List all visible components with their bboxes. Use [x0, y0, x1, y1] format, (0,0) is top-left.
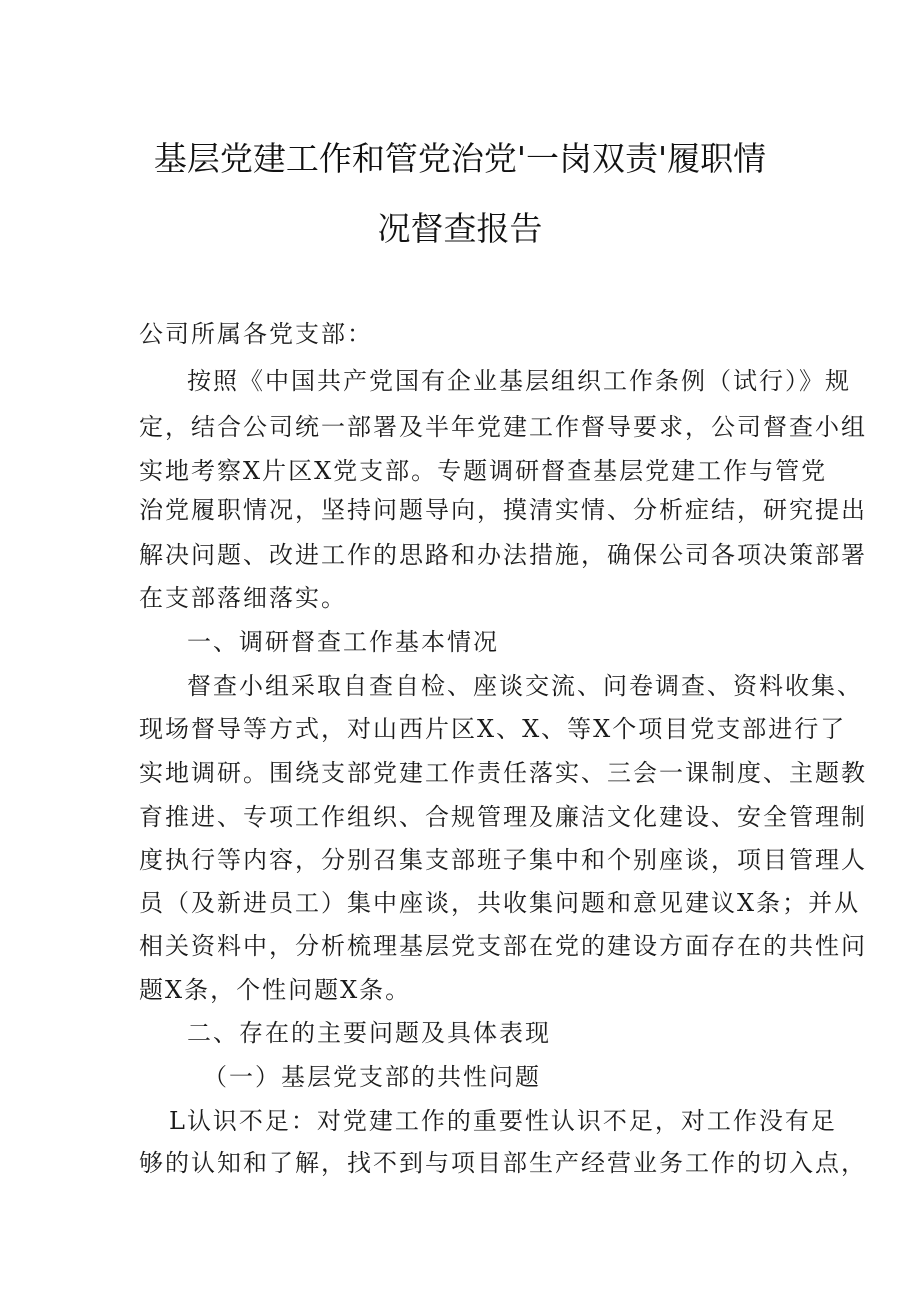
paragraph-line: 定，结合公司统一部署及半年党建工作督导要求，公司督查小组: [139, 413, 867, 441]
document-title-line-2: 况督查报告: [377, 209, 543, 248]
paragraph-line: 在支部落细落实。: [139, 584, 347, 612]
paragraph-line: 相关资料中，分析梳理基层党支部在党的建设方面存在的共性问: [139, 932, 867, 960]
paragraph-line: 现场督导等方式，对山西片区X、X、等X个项目党支部进行了: [139, 715, 847, 743]
subsection-heading: （一）基层党支部的共性问题: [203, 1063, 541, 1091]
paragraph-line: 按照《中国共产党国有企业基层组织工作条例（试行）》规: [187, 367, 851, 395]
paragraph-line: 度执行等内容，分别召集支部班子集中和个别座谈，项目管理人: [139, 846, 867, 874]
section-heading: 二、存在的主要问题及具体表现: [187, 1019, 551, 1047]
salutation: 公司所属各党支部：: [139, 320, 373, 348]
paragraph-line: 题X条，个性问题X条。: [139, 976, 412, 1004]
paragraph-line: 解决问题、改进工作的思路和办法措施，确保公司各项决策部署: [139, 541, 867, 569]
section-heading: 一、调研督查工作基本情况: [187, 628, 499, 656]
paragraph-line: 员（及新进员工）集中座谈，共收集问题和意见建议X条；并从: [139, 889, 861, 917]
paragraph-line: 育推进、专项工作组织、合规管理及廉洁文化建设、安全管理制: [139, 803, 867, 831]
paragraph-line: 实地调研。围绕支部党建工作责任落实、三会一课制度、主题教: [139, 759, 867, 787]
paragraph-line: L认识不足：对党建工作的重要性认识不足，对工作没有足: [169, 1107, 837, 1135]
document-body: [139, 0, 867, 1301]
document-title-line-1: 基层党建工作和管党治党'一岗双责'履职情: [153, 139, 767, 178]
paragraph-line: 实地考察X片区X党支部。专题调研督查基层党建工作与管党: [139, 457, 828, 485]
paragraph-line: 督查小组采取自查自检、座谈交流、问卷调查、资料收集、: [187, 672, 863, 700]
paragraph-line: 够的认知和了解，找不到与项目部生产经营业务工作的切入点，: [139, 1149, 867, 1177]
paragraph-line: 治党履职情况，坚持问题导向，摸清实情、分析症结，研究提出: [139, 496, 867, 524]
